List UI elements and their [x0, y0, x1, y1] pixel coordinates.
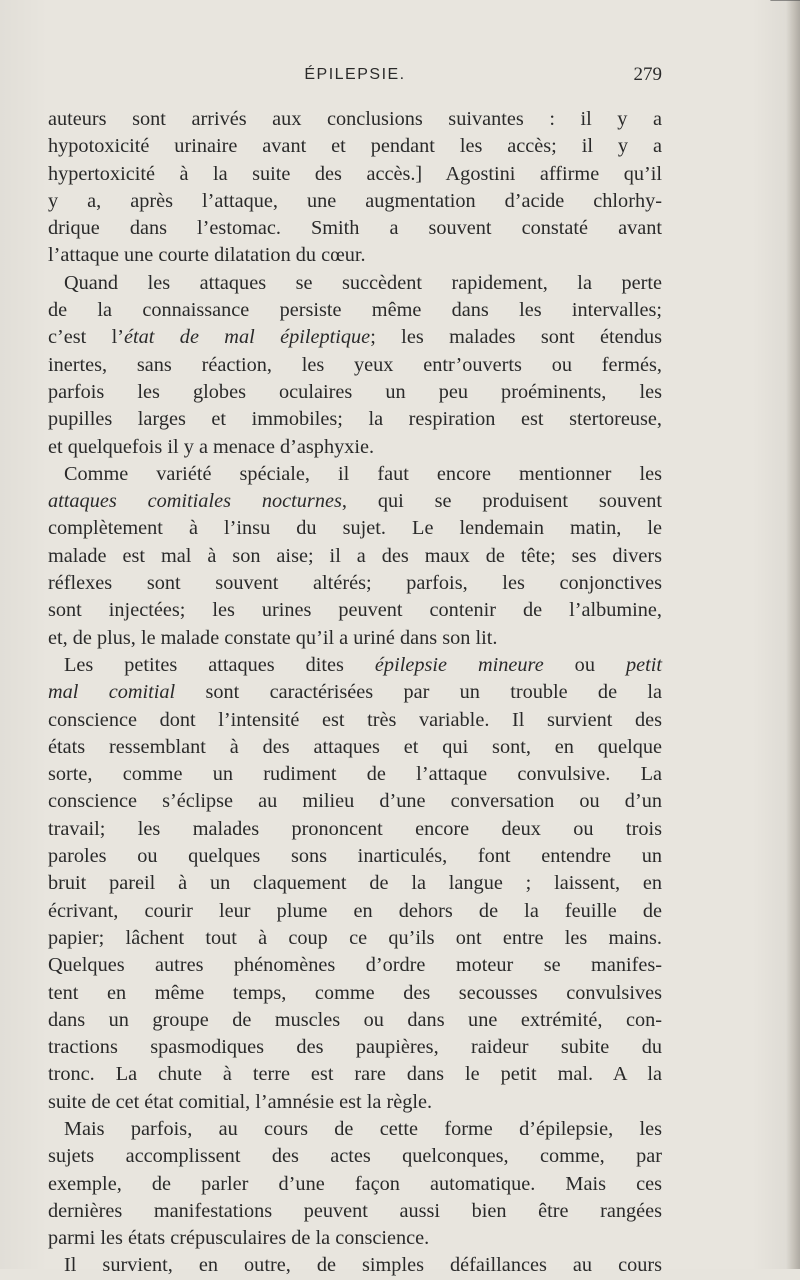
text-segment: travail; les malades prononcent encore deux ou trois: [48, 817, 662, 840]
text-segment: et quelquefois il y a menace d’asphyxie.: [48, 435, 375, 458]
text-segment: et, de plus, le malade constate qu’il a uriné dans son lit.: [48, 626, 498, 649]
text-line: [48, 1034, 662, 1061]
text-line: [48, 161, 662, 188]
text-segment: y a, après l’attaque, une augmentation d’acide chlorhy-: [48, 189, 662, 212]
body-text: [48, 106, 662, 1280]
text-segment: écrivant, courir leur plume en dehors de la feuille de: [48, 899, 662, 922]
text-segment: Les petites attaques dites: [64, 653, 375, 676]
text-segment: bruit pareil à un claquement de la langue ; laissent, en: [48, 872, 662, 895]
text-segment: réflexes sont souvent altérés; parfois, les conjonctives: [48, 572, 662, 595]
text-line: [48, 379, 662, 406]
text-segment: inertes, sans réaction, les yeux entr’ouverts ou fermés,: [48, 353, 662, 376]
text-segment: hypotoxicité urinaire avant et pendant les accès; il y a: [48, 135, 662, 158]
text-line: [48, 870, 662, 897]
text-segment: pupilles larges et immobiles; la respiration est stertoreuse,: [48, 408, 662, 431]
text-segment: ; les malades sont étendus: [370, 326, 662, 349]
text-line: [48, 679, 662, 706]
text-segment: dernières manifestations peuvent aussi bien être rangées: [48, 1199, 662, 1222]
text-segment: parfois les globes oculaires un peu proéminents, les: [48, 380, 662, 403]
text-segment: Quelques autres phénomènes d’ordre moteur se manifes-: [48, 954, 662, 977]
text-segment: tronc. La chute à terre est rare dans le petit mal. A la: [48, 1063, 662, 1086]
text-line: [48, 406, 662, 433]
text-segment: drique dans l’estomac. Smith a souvent constaté avant: [48, 217, 662, 240]
text-line: [48, 133, 662, 160]
page-edge-shadow: [786, 0, 800, 1269]
text-segment: Mais parfois, au cours de cette forme d’épilepsie, les: [64, 1117, 662, 1140]
text-line: [48, 816, 662, 843]
text-line: [48, 788, 662, 815]
text-line: [48, 761, 662, 788]
text-segment: exemple, de parler d’une façon automatique. Mais ces: [48, 1172, 662, 1195]
text-line: [48, 952, 662, 979]
text-line: [48, 1089, 662, 1116]
text-line: [48, 488, 662, 515]
italic-text: mal comitial: [48, 681, 176, 704]
text-line: [48, 652, 662, 679]
text-line: [48, 1116, 662, 1143]
text-line: [48, 215, 662, 242]
text-line: [48, 188, 662, 215]
text-segment: sont injectées; les urines peuvent contenir de l’albumine,: [48, 599, 662, 622]
text-segment: conscience dont l’intensité est très variable. Il survient des: [48, 708, 662, 731]
text-line: [48, 707, 662, 734]
text-segment: malade est mal à son aise; il a des maux de tête; ses divers: [48, 544, 662, 567]
italic-text: état de mal épileptique: [124, 326, 371, 349]
text-line: [48, 434, 662, 461]
text-line: [48, 734, 662, 761]
text-segment: , qui se produisent souvent: [341, 490, 663, 513]
text-segment: Quand les attaques se succèdent rapidement, la perte: [64, 271, 662, 294]
page-number: 279: [633, 64, 662, 85]
text-line: [48, 1198, 662, 1225]
text-segment: sont caractérisées par un trouble de la: [175, 681, 662, 704]
text-line: [48, 1061, 662, 1088]
text-segment: ou: [543, 653, 626, 676]
text-segment: c’est l’: [48, 326, 125, 349]
text-line: [48, 843, 662, 870]
text-line: [48, 980, 662, 1007]
text-line: [48, 1171, 662, 1198]
text-segment: tractions spasmodiques des paupières, raideur subite du: [48, 1036, 662, 1059]
text-line: [48, 106, 662, 133]
page-corner-fold: [770, 0, 800, 21]
text-line: [48, 515, 662, 542]
text-segment: de la connaissance persiste même dans les intervalles;: [48, 299, 662, 322]
text-line: [48, 270, 662, 297]
text-line: [48, 324, 662, 351]
text-line: [48, 625, 662, 652]
text-line: [48, 925, 662, 952]
running-title: ÉPILEPSIE.: [304, 66, 406, 83]
text-segment: sujets accomplissent des actes quelconques, comme, par: [48, 1145, 662, 1168]
text-line: [48, 543, 662, 570]
italic-text: petit: [625, 653, 662, 676]
text-line: [48, 570, 662, 597]
italic-text: attaques comitiales nocturnes: [48, 490, 342, 513]
text-segment: Comme variété spéciale, il faut encore mentionner les: [64, 462, 662, 485]
text-line: [48, 461, 662, 488]
text-line: [48, 242, 662, 269]
text-segment: sorte, comme un rudiment de l’attaque convulsive. La: [48, 763, 662, 786]
text-segment: états ressemblant à des attaques et qui sont, en quelque: [48, 735, 662, 758]
text-line: [48, 1225, 662, 1252]
text-segment: paroles ou quelques sons inarticulés, font entendre un: [48, 845, 662, 868]
text-segment: hypertoxicité à la suite des accès.] Agostini affirme qu’il: [48, 162, 662, 185]
text-segment: conscience s’éclipse au milieu d’une conversation ou d’un: [48, 790, 662, 813]
text-segment: papier; lâchent tout à coup ce qu’ils ont entre les mains.: [48, 926, 662, 949]
text-segment: Il survient, en outre, de simples défaillances au cours: [64, 1254, 662, 1277]
page-header: [48, 63, 662, 87]
italic-text: épilepsie mineure: [374, 653, 544, 676]
text-segment: l’attaque une courte dilatation du cœur.: [48, 244, 366, 267]
text-segment: dans un groupe de muscles ou dans une extrémité, con-: [48, 1008, 662, 1031]
text-segment: complètement à l’insu du sujet. Le lendemain matin, le: [48, 517, 662, 540]
text-line: [48, 1007, 662, 1034]
text-segment: auteurs sont arrivés aux conclusions suivantes : il y a: [48, 108, 662, 130]
text-line: [48, 597, 662, 624]
text-line: [48, 898, 662, 925]
text-segment: suite de cet état comitial, l’amnésie est la règle.: [48, 1090, 433, 1113]
text-line: [48, 1252, 662, 1279]
text-line: [48, 297, 662, 324]
text-line: [48, 1143, 662, 1170]
text-segment: parmi les états crépusculaires de la conscience.: [48, 1227, 430, 1250]
text-line: [48, 352, 662, 379]
text-segment: tent en même temps, comme des secousses convulsives: [48, 981, 662, 1004]
